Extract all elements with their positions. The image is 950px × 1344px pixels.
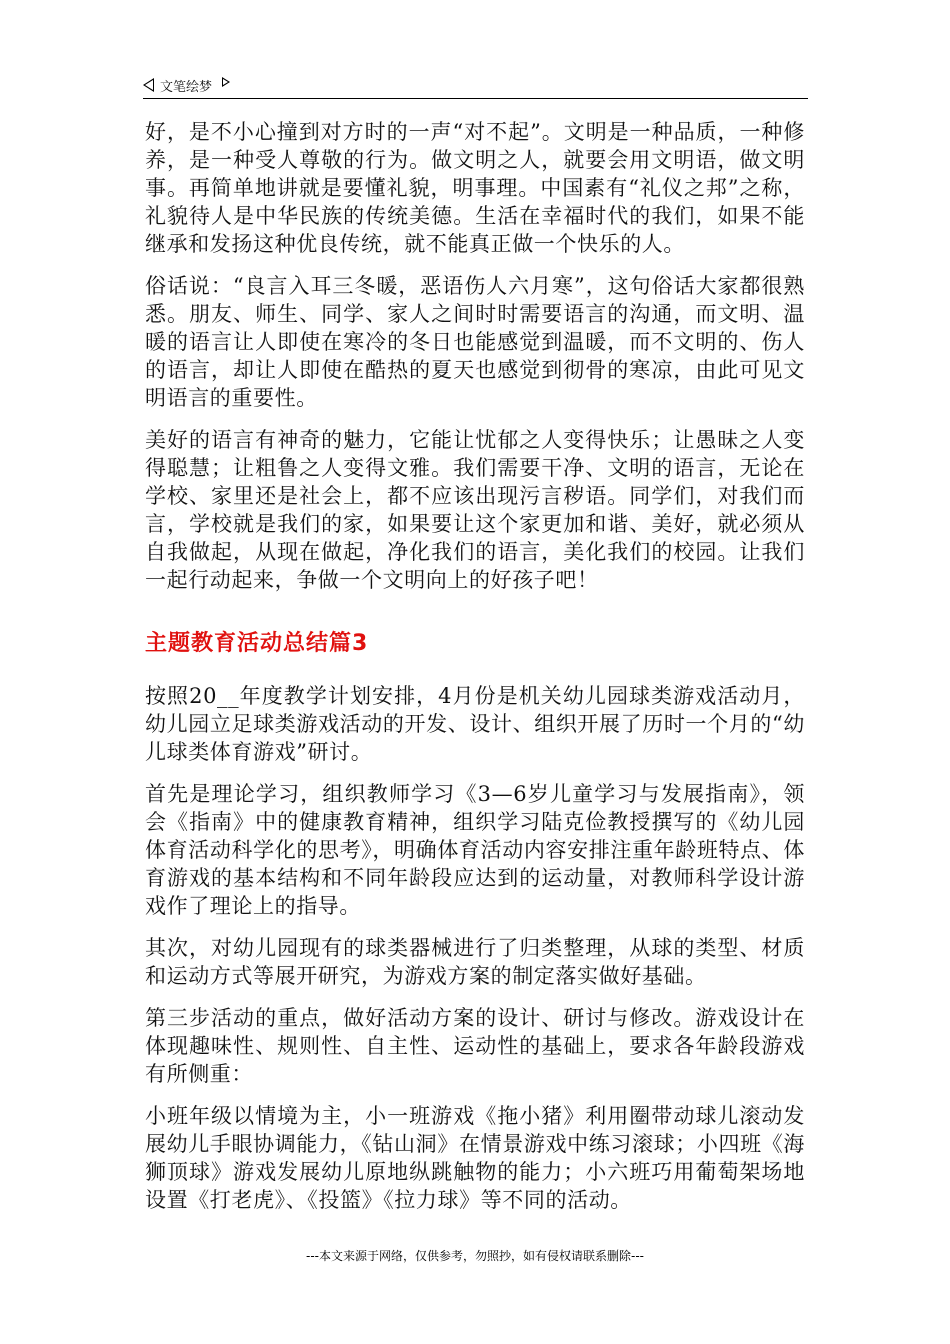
header-brand: 文笔绘梦 bbox=[160, 79, 213, 95]
paragraph: 第三步活动的重点，做好活动方案的设计、研讨与修改。游戏设计在体现趣味性、规则性、自主性、运动性的基础上，要求各年龄段游戏有所侧重： bbox=[145, 1006, 805, 1086]
document-body bbox=[145, 118, 805, 1228]
triangle-right-icon bbox=[222, 77, 230, 87]
paragraph: 其次，对幼儿园现有的球类器械进行了归类整理，从球的类型、材质和运动方式等展开研究，为游戏方案的制定落实做好基础。 bbox=[145, 936, 805, 988]
paragraph: 好，是不小心撞到对方时的一声“对不起”。文明是一种品质，一种修养，是一种受人尊敬的行为。做文明之人，就要会用文明语，做文明事。再简单地讲就是要懂礼貌，明事理。中国素有“礼仪之邦”之称，礼貌待人是中华民族的传统美德。生活在幸福时代的我们，如果不能继承和发扬这种优良传统，就不能真正做一个快乐的人。 bbox=[145, 120, 805, 256]
triangle-left-icon bbox=[143, 78, 154, 92]
paragraph: 小班年级以情境为主，小一班游戏《拖小猪》利用圈带动球儿滚动发展幼儿手眼协调能力，《钻山洞》在情景游戏中练习滚球；小四班《海狮顶球》游戏发展幼儿原地纵跳触物的能力；小六班巧用葡萄架场地设置《打老虎》、《投篮》《拉力球》等不同的活动。 bbox=[145, 1104, 805, 1212]
paragraph: 美好的语言有神奇的魅力，它能让忧郁之人变得快乐；让愚昧之人变得聪慧；让粗鲁之人变得文雅。我们需要干净、文明的语言，无论在学校、家里还是社会上，都不应该出现污言秽语。同学们，对我们而言，学校就是我们的家，如果要让这个家更加和谐、美好，就必须从自我做起，从现在做起，净化我们的语言，美化我们的校园。让我们一起行动起来，争做一个文明向上的好孩子吧！ bbox=[145, 428, 805, 592]
page-footer: ---本文来源于网络，仅供参考，勿照抄，如有侵权请联系删除--- bbox=[306, 1249, 644, 1263]
paragraph: 俗话说：“良言入耳三冬暖，恶语伤人六月寒”，这句俗话大家都很熟悉。朋友、师生、同学、家人之间时时需要语言的沟通，而文明、温暖的语言让人即使在寒冷的冬日也能感觉到温暖，而不文明的、伤人的语言，却让人即使在酷热的夏天也感觉到彻骨的寒凉，由此可见文明语言的重要性。 bbox=[145, 274, 805, 410]
section-title: 主题教育活动总结篇3 bbox=[145, 631, 369, 656]
paragraph: 按照20__年度教学计划安排，4月份是机关幼儿园球类游戏活动月，幼儿园立足球类游戏活动的开发、设计、组织开展了历时一个月的“幼儿球类体育游戏”研讨。 bbox=[145, 684, 805, 764]
page-header bbox=[143, 72, 808, 99]
paragraph: 首先是理论学习，组织教师学习《3—6岁儿童学习与发展指南》，领会《指南》中的健康教育精神，组织学习陆克俭教授撰写的《幼儿园体育活动科学化的思考》，明确体育活动内容安排注重年龄班特点、体育游戏的基本结构和不同年龄段应达到的运动量，对教师科学设计游戏作了理论上的指导。 bbox=[145, 782, 805, 918]
